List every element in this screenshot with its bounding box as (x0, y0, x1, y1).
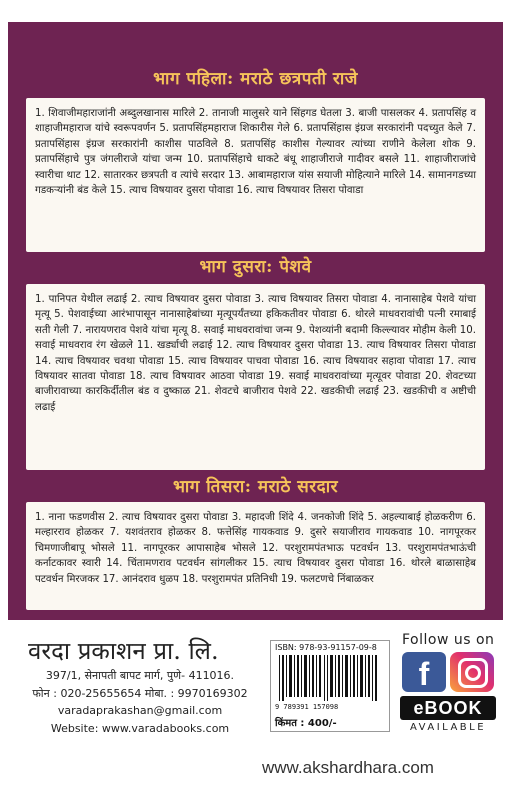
section-list-1 (26, 98, 485, 252)
list-item: 22. खडकीची लढाई (300, 386, 379, 398)
price-label: किंमत : 400/- (275, 718, 337, 729)
list-item: 15. त्याच विषयावर पाचवा पोवाडा (167, 355, 299, 367)
list-item: 13. आबामहाराज यांस सयाजी मोहित्याने मारिले (228, 169, 406, 181)
list-item: 1. पानिपत येथील लढाई (35, 294, 127, 305)
list-item: 12. परशुरामपंतभाऊ पटवर्धन (262, 542, 379, 554)
list-item: 14. त्याच विषयावर चवथा पोवाडा (35, 355, 164, 367)
isbn-label: ISBN: 978-93-91157-09-8 (275, 643, 377, 652)
list-item: 6. थोरले माधवरावांची पत्नी रमाबाई सती गेली (35, 309, 476, 336)
list-item: 4. जनकोजी शिंदे (297, 512, 364, 523)
list-item: 3. त्याच विषयावर तिसरा पोवाडा (254, 294, 378, 305)
list-item: 12. त्याच विषयावर दुसरा पोवाडा (216, 340, 343, 352)
available-label: AVAILABLE (409, 722, 487, 733)
contents-panel (8, 22, 503, 620)
list-item: 10. नागपूरकर चिमणाजीबापू भोसले (35, 527, 477, 554)
list-item: 21. शेवटचे बाजीराव पेशवे (194, 386, 297, 398)
list-item: 19. फलटणचे निंबाळकर (280, 573, 374, 585)
list-item: 8. प्रतापसिंह काशीस गेल्यावर त्यांच्या राणीने केलेला शोक (224, 138, 460, 150)
section-list-2 (26, 284, 485, 470)
list-item: 5. अहल्याबाई होळकरीण (367, 512, 463, 523)
list-item: 14. चिंतामणराव पटवर्धन सांगलीकर (106, 558, 248, 570)
publisher-phone: फोन : 020-25655654 मोबा. : 9970169302 (32, 687, 248, 700)
list-item: 2. त्याच विषयावर दुसरा पोवाडा (108, 512, 228, 523)
list-item: 16. त्याच विषयावर सहावा पोवाडा (302, 355, 434, 367)
ebook-badge: eBOOK (400, 696, 496, 720)
barcode-icon (277, 655, 383, 701)
publisher-name: वरदा प्रकाशन प्रा. लि. (28, 637, 219, 665)
list-item: 17. आनंदराव धुळप (102, 573, 179, 585)
section-title-2: भाग दुसरा: पेशवे (199, 257, 312, 277)
list-item: 3. महादजी शिंदे (231, 512, 294, 523)
list-item: 14. सामानगडच्या गडकऱ्यांनी बंड केले (35, 169, 476, 197)
instagram-icon[interactable] (450, 652, 494, 692)
list-item: 7. नारायणराव पेशवे यांचा मृत्यू (72, 324, 188, 336)
list-item: 23. खडकीची व अष्टीची लढाई (35, 386, 476, 413)
list-item: 11. खर्ड्याची लढाई (136, 340, 213, 352)
section-title-3: भाग तिसरा: मराठे सरदार (172, 477, 339, 497)
list-item: 2. त्याच विषयावर दुसरा पोवाडा (130, 294, 251, 305)
publisher-footer (8, 622, 503, 752)
section-title-1: भाग पहिला: मराठे छत्रपती राजे (153, 69, 358, 89)
list-item: 8. फत्तेसिंह गायकवाड (201, 527, 289, 539)
list-item: 4. नानासाहेब पेशवे यांचा मृत्यू (35, 294, 477, 321)
list-item: 7. यशवंतराव होळकर (109, 527, 196, 539)
isbn-digits: 9 789391 157098 (275, 703, 339, 711)
list-item: 8. सवाई माधवरावांचा जन्म (190, 324, 293, 336)
publisher-website: Website: www.varadabooks.com (50, 722, 230, 735)
list-item: 6. मल्हारराव होळकर (35, 512, 476, 539)
list-item: 7. प्रतापसिंहास इंग्रज सरकारांनी काशीस पाठविले (35, 123, 476, 150)
list-item: 5. प्रतापसिंहमहाराज शिकारीस गेले (159, 123, 290, 135)
list-item: 1. नाना फडणवीस (35, 512, 105, 523)
list-item: 18. त्याच विषयावर आठवा पोवाडा (129, 371, 264, 383)
list-item: 5. पेशवाईच्या आरंभापासून नानासाहेबांच्या मृत्यूपर्यंतच्या हकिकतीवर पोवाडा (54, 309, 337, 321)
list-item: 9. प्रतापसिंहाचे पुत्र जंगलीराजे यांचा जन्म (35, 138, 476, 166)
list-item: 16. थोरले बाळासाहेब पटवर्धन मिरजकर (35, 558, 476, 585)
watermark-url: www.akshardhara.com (262, 758, 434, 777)
list-item: 13. परशुरामपंतभाऊंची कर्नाटकावर स्वारी (35, 542, 476, 570)
list-item: 17. त्याच विषयावर सातवा पोवाडा (35, 355, 476, 383)
list-item: 11. शाहाजीराजांचे स्वारीचा थाट (35, 154, 477, 181)
list-item: 12. सातारकर छत्रपती व त्यांचे सरदार (84, 169, 225, 181)
list-item: 10. प्रतापसिंहाचे धाकटे बंधू शाहाजीराजे गादीवर बसले (186, 154, 399, 166)
follow-us-label: Follow us on (402, 632, 495, 648)
list-item: 6. प्रतापसिंहास इंग्रज सरकारांनी पदच्युत केले (293, 123, 463, 135)
list-item: 16. त्याच विषयावर तिसरा पोवाडा (236, 185, 364, 197)
list-item: 9. दुसरे सयाजीराव गायकवाड (294, 527, 413, 539)
list-item: 11. नागपूरकर आपासाहेब भोसले (121, 542, 256, 554)
list-item: 1. शिवाजीमहाराजांनी अब्दुलखानास मारिले (35, 108, 196, 119)
list-item: 15. त्याच विषयावर दुसरा पोवाडा (109, 185, 234, 197)
list-item: 19. सवाई माधवरावांच्या मृत्यूवर पोवाडा (268, 371, 421, 383)
list-item: 15. त्याच विषयावर दुसरा पोवाडा (252, 558, 385, 570)
list-item: 18. परशुरामपंत प्रतिनिधी (182, 573, 278, 585)
facebook-icon[interactable]: f (402, 652, 446, 692)
list-item: 2. तानाजी मालुसरे याने सिंहगड घेतला (198, 108, 342, 119)
list-item: 4. प्रतापसिंह व शाहाजीमहाराज यांचे स्वरूपवर्णन (35, 108, 477, 135)
list-item: 20. शेवटच्या बाजीरावाच्या कारकिर्दीतील बंड व दुष्काळ (35, 371, 476, 398)
publisher-address: 397/1, सेनापती बापट मार्ग, पुणे- 411016. (45, 669, 235, 682)
list-item: 9. पेशव्यांनी बदामी किल्ल्यावर मोहीम केली (295, 324, 457, 336)
list-item: 13. त्याच विषयावर तिसरा पोवाडा (346, 340, 476, 352)
publisher-email: varadaprakashan@gmail.com (57, 704, 223, 717)
list-item: 10. सवाई माधवराव रंग खेळले (35, 324, 476, 352)
section-list-3 (26, 502, 485, 610)
list-item: 3. बाजी पासलकर (345, 108, 415, 119)
isbn-barcode-box (270, 640, 390, 732)
